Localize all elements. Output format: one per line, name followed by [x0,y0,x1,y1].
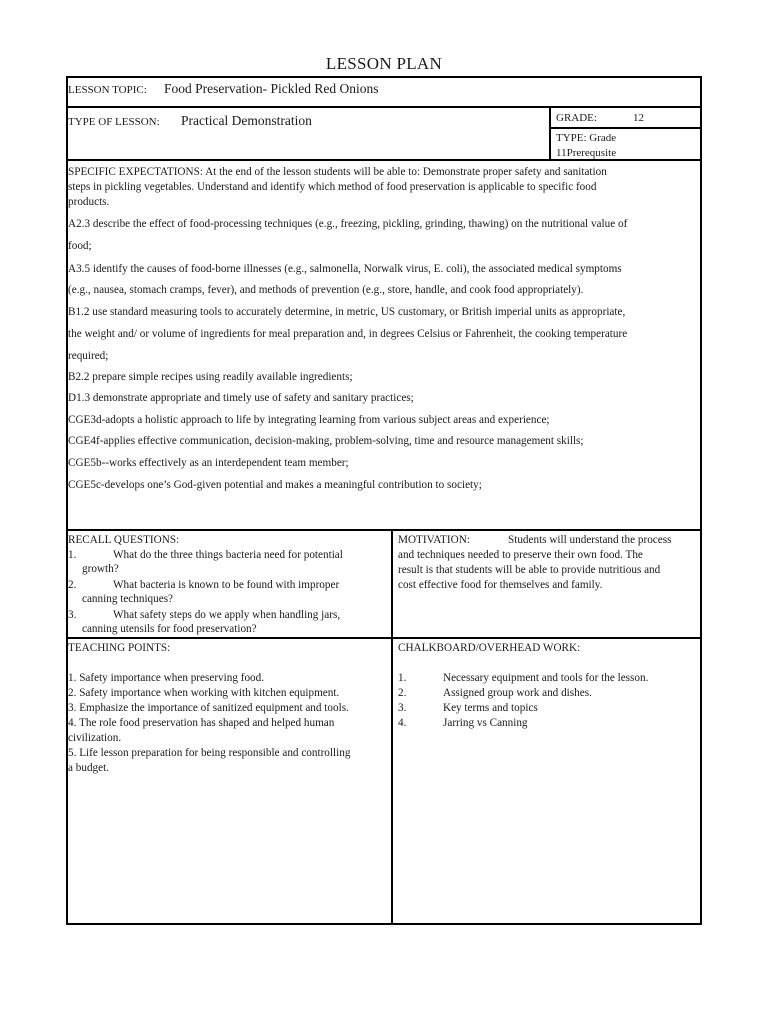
expectations-line: A3.5 identify the causes of food-borne illnesses (e.g., salmonella, Norwalk virus, E. coli), the associated medical symptoms [68,263,622,275]
motivation-line: and techniques needed to preserve their own food. The [398,549,643,561]
grade-label: GRADE: [556,112,597,124]
expectations-line: required; [68,350,109,362]
expectations-line: the weight and/ or volume of ingredients for meal preparation and, in degrees Celsius or Fahrenheit, the cooking temperature [68,328,628,340]
recall-question-text: What do the three things bacteria need for potential [113,549,343,561]
expectations-line: B2.2 prepare simple recipes using readily available ingredients; [68,371,353,383]
teaching-point-line: 3. Emphasize the importance of sanitized equipment and tools. [68,702,349,714]
motivation-section [391,529,702,639]
recall-question-number: 1. [68,549,77,561]
type-line-1: TYPE: Grade [556,132,617,144]
expectations-line: products. [68,196,110,208]
type-of-lesson-value: Practical Demonstration [181,113,312,128]
chalkboard-item-number: 4. [398,717,407,729]
recall-question-text: growth? [82,563,119,575]
recall-question-number: 2. [68,579,77,591]
expectations-line: B1.2 use standard measuring tools to accurately determine, in metric, US customary, or British imperial units as appropriate, [68,306,626,318]
grade-value: 12 [633,112,644,124]
recall-question-text: canning utensils for food preservation? [82,623,257,635]
teaching-point-line: a budget. [68,762,110,774]
expectations-line: SPECIFIC EXPECTATIONS: At the end of the lesson students will be able to: Demonstrate proper safety and sanitation [68,166,607,178]
teaching-points-label: TEACHING POINTS: [68,642,171,654]
chalkboard-item-text: Assigned group work and dishes. [443,687,592,699]
specific-expectations-section [66,159,702,531]
motivation-label: MOTIVATION: [398,534,470,546]
expectations-line: CGE5c-develops one’s God-given potential and makes a meaningful contribution to society; [68,479,482,491]
chalkboard-item-number: 3. [398,702,407,714]
motivation-line: Students will understand the process [508,534,672,546]
chalkboard-item-number: 1. [398,672,407,684]
type-line-2: 11Prerequsite [556,147,617,159]
expectations-line: D1.3 demonstrate appropriate and timely use of safety and sanitary practices; [68,392,414,404]
teaching-point-line: 4. The role food preservation has shaped and helped human [68,717,335,729]
chalkboard-label: CHALKBOARD/OVERHEAD WORK: [398,642,581,654]
expectations-line: food; [68,240,92,252]
recall-question-text: What safety steps do we apply when handling jars, [113,609,341,621]
recall-question-number: 3. [68,609,77,621]
type-of-lesson-label: TYPE OF LESSON: [68,116,160,128]
expectations-line: A2.3 describe the effect of food-processing techniques (e.g., freezing, pickling, grinding, thawing) on the nutritional value of [68,218,628,230]
recall-questions-label: RECALL QUESTIONS: [68,534,180,546]
lesson-topic-label: LESSON TOPIC: [68,84,147,96]
recall-question-text: What bacteria is known to be found with improper [113,579,340,591]
lesson-topic-value: Food Preservation- Pickled Red Onions [164,81,379,96]
grade-cell [549,106,702,129]
chalkboard-item-text: Key terms and topics [443,702,538,714]
motivation-line: cost effective food for themselves and family. [398,579,603,591]
teaching-point-line: 1. Safety importance when preserving food. [68,672,265,684]
expectations-line: CGE5b--works effectively as an interdependent team member; [68,457,349,469]
chalkboard-item-text: Necessary equipment and tools for the lesson. [443,672,649,684]
recall-question-text: canning techniques? [82,593,174,605]
type-cell [549,127,702,161]
type-of-lesson-cell [66,106,551,161]
teaching-point-line: 2. Safety importance when working with kitchen equipment. [68,687,340,699]
expectations-line: (e.g., nausea, stomach cramps, fever), and methods of prevention (e.g., store, handle, and cook food appropriately). [68,284,584,296]
page-title: LESSON PLAN [325,54,443,73]
expectations-line: steps in pickling vegetables. Understand and identify which method of food preservation is applicable to specific food [68,181,597,193]
teaching-point-line: civilization. [68,732,122,744]
recall-questions-section [66,529,393,639]
teaching-point-line: 5. Life lesson preparation for being responsible and controlling [68,747,351,759]
expectations-line: CGE3d-adopts a holistic approach to life by integrating learning from various subject areas and experience; [68,414,550,426]
expectations-line: CGE4f-applies effective communication, decision-making, problem-solving, time and resource management skills; [68,435,584,447]
chalkboard-item-text: Jarring vs Canning [443,717,528,729]
teaching-points-section [66,637,393,925]
chalkboard-section [391,637,702,925]
chalkboard-item-number: 2. [398,687,407,699]
lesson-topic-row [66,76,702,108]
motivation-line: result is that students will be able to provide nutritious and [398,564,661,576]
